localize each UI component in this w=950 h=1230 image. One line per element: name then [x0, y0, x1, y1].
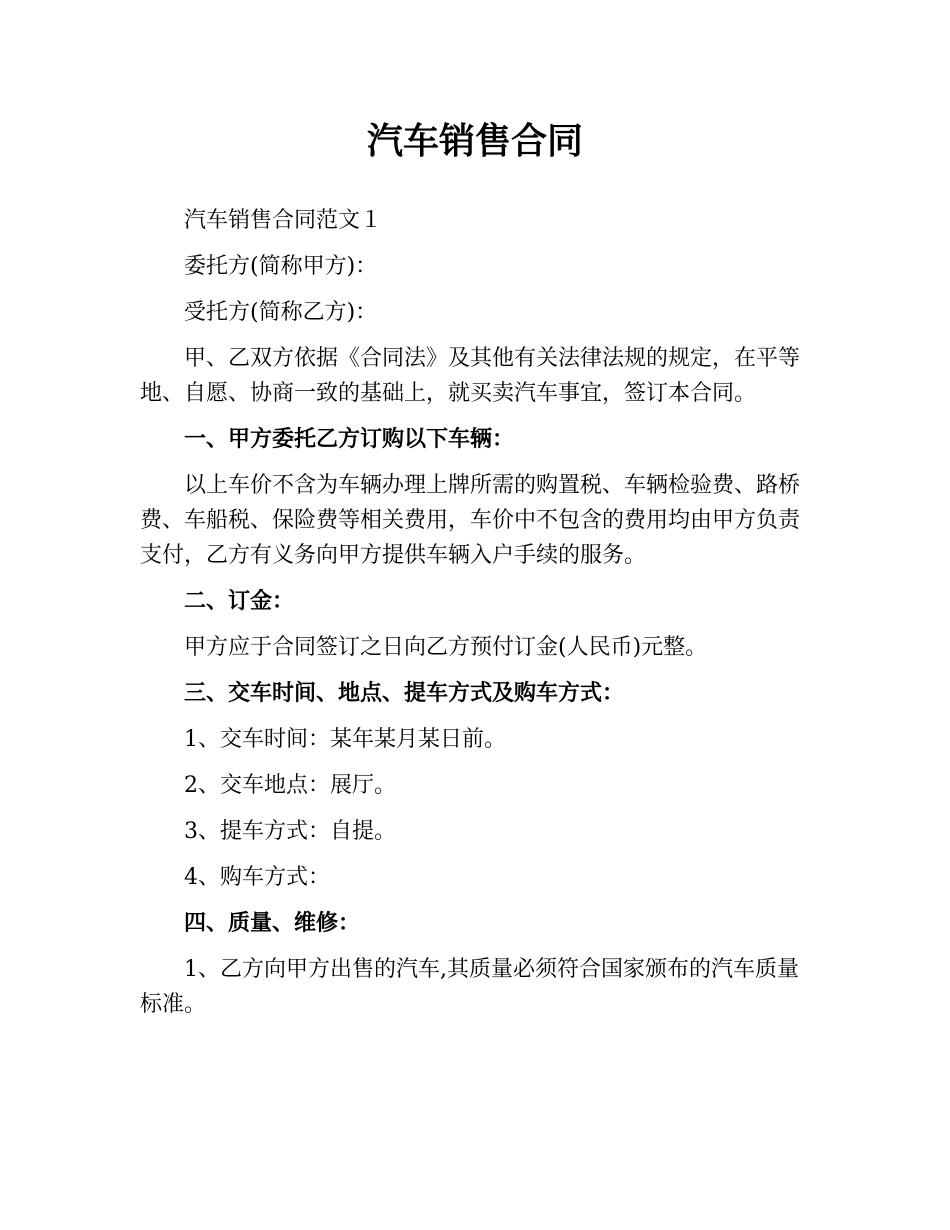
paragraph-deposit: 甲方应于合同签订之日向乙方预付订金(人民币)元整。 — [184, 635, 708, 660]
paragraph-preamble: 甲、乙双方依据《合同法》及其他有关法律法规的规定，在平等地、自愿、协商一致的基础上，就买卖汽车事宜，签订本合同。 — [140, 346, 801, 406]
paragraph-party-b: 受托方(简称乙方)： — [184, 300, 378, 325]
document-title: 汽车销售合同 — [366, 121, 583, 162]
section-heading-1: 一、甲方委托乙方订购以下车辆： — [184, 426, 515, 452]
section-heading-3: 三、交车时间、地点、提车方式及购车方式： — [184, 680, 625, 706]
list-item-purchase-method: 4、购车方式： — [184, 865, 330, 890]
list-item-delivery-time: 1、交车时间：某年某月某日前。 — [184, 727, 506, 752]
section-heading-2: 二、订金： — [184, 588, 295, 614]
list-item-delivery-location: 2、交车地点：展厅。 — [184, 773, 396, 798]
document-body — [140, 203, 812, 1033]
list-item-pickup-method: 3、提车方式：自提。 — [184, 819, 396, 844]
paragraph-party-a: 委托方(简称甲方)： — [184, 254, 378, 279]
paragraph-price-terms: 以上车价不含为车辆办理上牌所需的购置税、车辆检验费、路桥费、车船税、保险费等相关费用，车价中不包含的费用均由甲方负责支付，乙方有义务向甲方提供车辆入户手续的服务。 — [140, 473, 801, 568]
paragraph-contract-sample: 汽车销售合同范文１ — [184, 208, 383, 233]
section-heading-4: 四、质量、维修： — [184, 910, 361, 936]
paragraph-quality-standard: 1、乙方向甲方出售的汽车,其质量必须符合国家颁布的汽车质量标准。 — [140, 957, 799, 1017]
